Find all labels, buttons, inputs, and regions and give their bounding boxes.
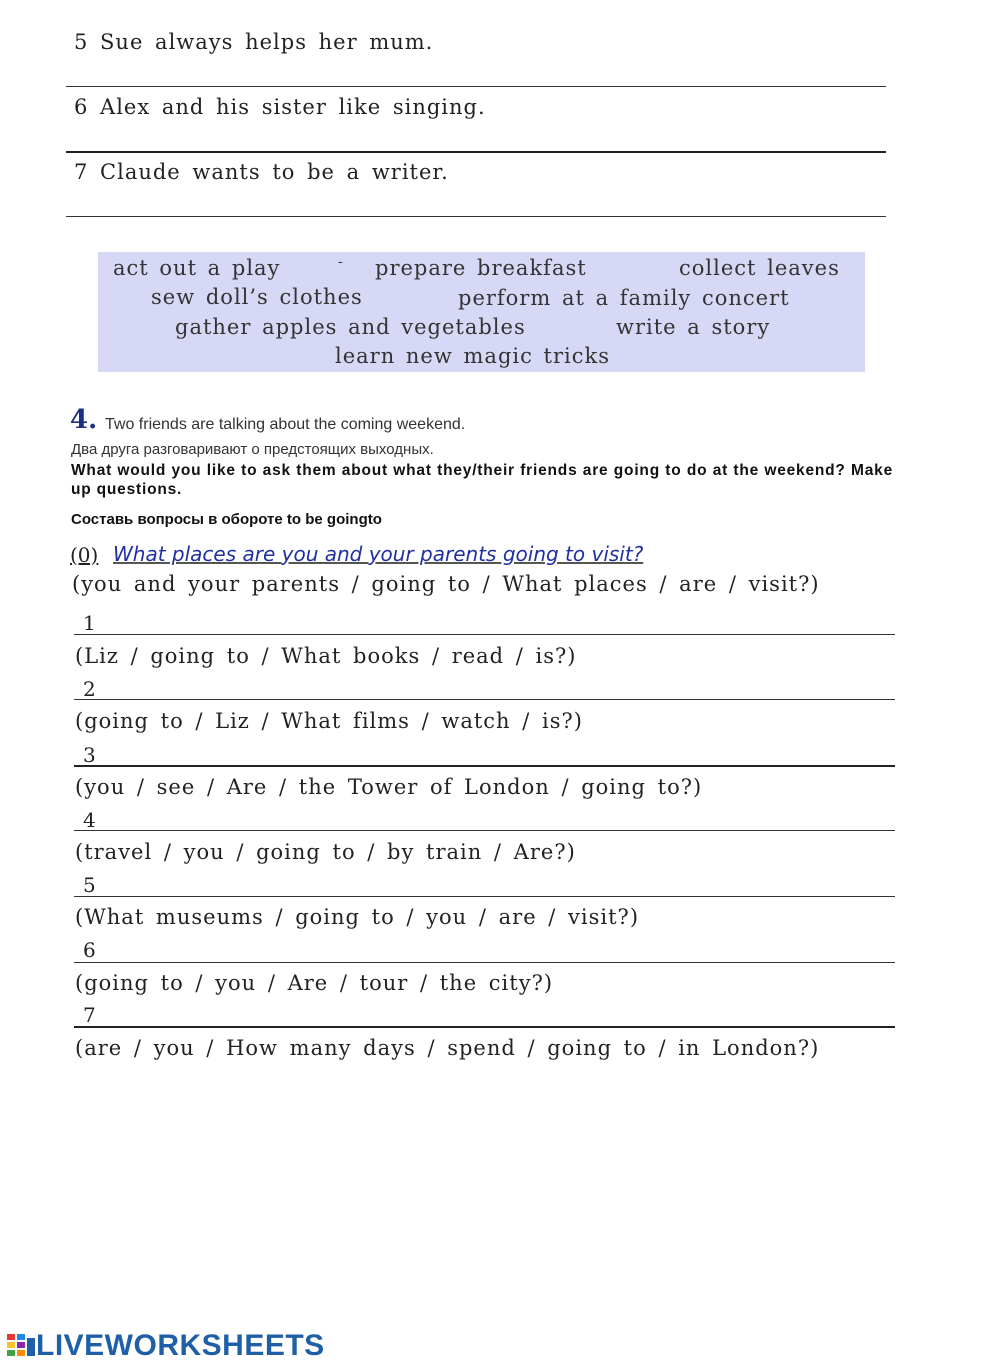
task-number: 4. bbox=[70, 405, 98, 435]
item-number-7: 7 bbox=[83, 1003, 96, 1027]
item-prompt-2: (going to / Liz / What films / watch / is?) bbox=[75, 709, 583, 733]
sentence-7: 7 Claude wants to be a writer. bbox=[74, 160, 449, 184]
dash-mark: - bbox=[338, 254, 344, 270]
item-number-1: 1 bbox=[83, 611, 96, 635]
item-prompt-1: (Liz / going to / What books / read / is?) bbox=[75, 644, 577, 668]
example-prompt: (you and your parents / going to / What places / are / visit?) bbox=[72, 572, 820, 596]
answer-field-6[interactable] bbox=[74, 962, 895, 963]
answer-field-5[interactable] bbox=[74, 896, 895, 897]
item-number-3: 3 bbox=[83, 743, 96, 767]
word-collect-leaves: collect leaves bbox=[679, 256, 840, 280]
sentence-5: 5 Sue always helps her mum. bbox=[74, 30, 434, 54]
answer-field-7[interactable] bbox=[74, 1026, 895, 1028]
item-prompt-5: (What museums / going to / you / are / visit?) bbox=[75, 905, 640, 929]
item-prompt-6: (going to / you / Are / tour / the city?) bbox=[75, 971, 554, 995]
word-write-a-story: write a story bbox=[616, 315, 771, 339]
item-number-6: 6 bbox=[83, 938, 96, 962]
task-title: Two friends are talking about the coming weekend. bbox=[105, 416, 466, 433]
answer-field-4[interactable] bbox=[74, 830, 895, 831]
footer-logo[interactable] bbox=[6, 1330, 325, 1362]
answer-line-6[interactable] bbox=[66, 151, 886, 153]
item-number-4: 4 bbox=[83, 808, 96, 832]
word-prepare-breakfast: prepare breakfast bbox=[375, 256, 587, 280]
sentence-6: 6 Alex and his sister like singing. bbox=[74, 95, 486, 119]
word-learn-new-magic-tricks: learn new magic tricks bbox=[335, 344, 610, 368]
logo-text: LIVEWORKSHEETS bbox=[36, 1329, 325, 1362]
answer-line-7[interactable] bbox=[66, 216, 886, 217]
item-number-2: 2 bbox=[83, 677, 96, 701]
word-sew-dolls-clothes: sew doll’s clothes bbox=[151, 285, 363, 309]
example-label: (0) bbox=[70, 543, 99, 567]
task-instruction-russian: Составь вопросы в обороте to be goingto bbox=[71, 511, 382, 528]
word-gather-apples-and-vegetables: gather apples and vegetables bbox=[175, 315, 526, 339]
task-title-russian: Два друга разговаривают о предстоящих выходных. bbox=[71, 441, 434, 458]
word-box bbox=[98, 252, 865, 372]
answer-line-5[interactable] bbox=[66, 86, 886, 87]
item-prompt-3: (you / see / Are / the Tower of London / going to?) bbox=[75, 775, 703, 799]
word-perform-at-a-family-concert: perform at a family concert bbox=[458, 286, 790, 310]
answer-field-3[interactable] bbox=[74, 765, 895, 767]
answer-field-2[interactable] bbox=[74, 699, 895, 700]
word-act-out-a-play: act out a play bbox=[113, 256, 281, 280]
task-instruction: What would you like to ask them about what they/their friends are going to do at the weekend? Make up questions. bbox=[71, 462, 893, 498]
item-prompt-7: (are / you / How many days / spend / going to / in London?) bbox=[75, 1036, 820, 1060]
liveworksheets-logo-icon bbox=[6, 1332, 36, 1360]
item-prompt-4: (travel / you / going to / by train / Are?) bbox=[75, 840, 576, 864]
example-answer: What places are you and your parents going to visit? bbox=[113, 542, 644, 566]
item-number-5: 5 bbox=[83, 873, 96, 897]
answer-field-1[interactable] bbox=[74, 634, 895, 635]
